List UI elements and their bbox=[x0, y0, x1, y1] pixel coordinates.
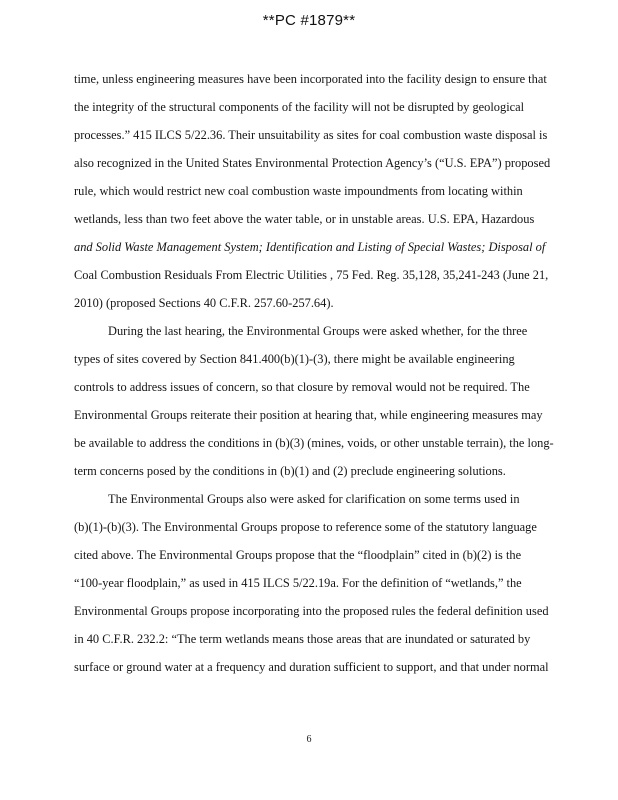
body-line: cited above. The Environmental Groups propose that the “floodplain” cited in (b)(2) is the bbox=[74, 548, 522, 562]
body-line: surface or ground water at a frequency and duration sufficient to support, and that under normal bbox=[74, 660, 549, 674]
body-line: time, unless engineering measures have been incorporated into the facility design to ensure that bbox=[74, 72, 547, 86]
exhibit-header: **PC #1879** bbox=[262, 12, 356, 29]
body-line: wetlands, less than two feet above the water table, or in unstable areas. U.S. EPA, Hazardous bbox=[74, 212, 535, 226]
body-line: in 40 C.F.R. 232.2: “The term wetlands means those areas that are inundated or saturated by bbox=[74, 632, 531, 646]
body-line: Environmental Groups propose incorporating into the proposed rules the federal definition used bbox=[74, 604, 549, 618]
page-number: 6 bbox=[306, 734, 312, 745]
body-line: rule, which would restrict new coal combustion waste impoundments from locating within bbox=[74, 184, 523, 198]
citation-line: and Solid Waste Management System; Identification and Listing of Special Wastes; Disposal of bbox=[74, 240, 546, 254]
body-line: be available to address the conditions in (b)(3) (mines, voids, or other unstable terrain), the long- bbox=[74, 436, 554, 450]
paragraph-start-line: The Environmental Groups also were asked for clarification on some terms used in bbox=[108, 492, 520, 506]
citation-line: Coal Combustion Residuals From Electric Utilities , 75 Fed. Reg. 35,128, 35,241-243 (June 21, bbox=[74, 268, 549, 282]
body-line: the integrity of the structural components of the facility will not be disrupted by geological bbox=[74, 100, 525, 114]
body-line: 2010) (proposed Sections 40 C.F.R. 257.60-257.64). bbox=[74, 296, 334, 310]
body-line: processes.” 415 ILCS 5/22.36. Their unsuitability as sites for coal combustion waste disposal is bbox=[74, 128, 548, 142]
body-line: types of sites covered by Section 841.400(b)(1)-(3), there might be available engineering bbox=[74, 352, 515, 366]
body-line: controls to address issues of concern, so that closure by removal would not be required. The bbox=[74, 380, 530, 394]
body-line: “100-year floodplain,” as used in 415 ILCS 5/22.19a. For the definition of “wetlands,” the bbox=[74, 576, 522, 590]
body-line: Environmental Groups reiterate their position at hearing that, while engineering measures may bbox=[74, 408, 543, 422]
body-line: (b)(1)-(b)(3). The Environmental Groups propose to reference some of the statutory language bbox=[74, 520, 537, 534]
body-line: term concerns posed by the conditions in (b)(1) and (2) preclude engineering solutions. bbox=[74, 464, 506, 478]
body-line: also recognized in the United States Environmental Protection Agency’s (“U.S. EPA”) proposed bbox=[74, 156, 551, 170]
paragraph-start-line: During the last hearing, the Environmental Groups were asked whether, for the three bbox=[108, 324, 528, 338]
